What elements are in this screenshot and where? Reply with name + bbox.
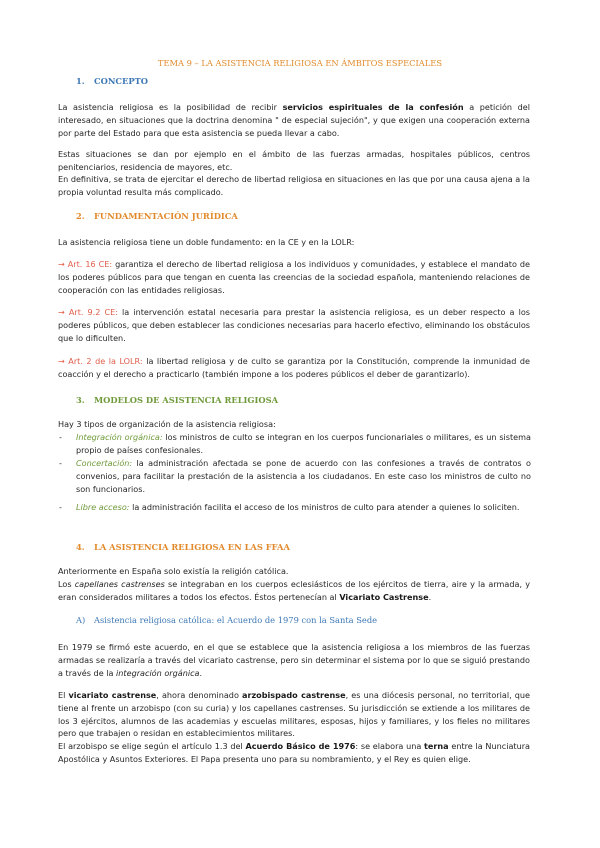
section-title: LA ASISTENCIA RELIGIOSA EN LAS FFAA: [94, 542, 290, 552]
paragraph: Hay 3 tipos de organización de la asistencia religiosa:: [58, 419, 276, 429]
section-number: 3.: [76, 395, 85, 405]
paragraph: La asistencia religiosa tiene un doble fundamento: en la CE y en la LOLR:: [58, 237, 355, 247]
text: a petición del interesado, en situaciones que la doctrina denomina " de especial sujeción", y que exigen una cooperación externa por parte del Estado para que esta asistencia se pueda llevar a cabo.: [58, 102, 531, 138]
list-term: Integración orgánica:: [76, 432, 163, 442]
text: los ministros de culto se integran en los cuerpos funcionariales o militares, es un sistema propio de países confesionales.: [76, 432, 531, 455]
bullet-dash: -: [59, 458, 62, 468]
list-item: [59, 431, 531, 457]
paragraph: [58, 689, 530, 740]
text: la libertad religiosa y de culto se garantiza por la Constitución, comprende la inmunidad de coacción y el derecho a practicarlo (también impone a los poderes públicos el deber de garantizarlo).: [58, 356, 530, 379]
legal-reference-item: [58, 355, 530, 381]
text: la intervención estatal necesaria para prestar la asistencia religiosa, es un deber respecto a los poderes públicos, que deben establecer las condiciones necesarias para hacerlo efectivo, eliminando los obstáculos que lo dificulten.: [58, 307, 530, 343]
page-title: TEMA 9 – LA ASISTENCIA RELIGIOSA EN ÁMBITOS ESPECIALES: [157, 58, 443, 68]
text: El: [58, 690, 69, 700]
text: garantiza el derecho de libertad religiosa a los individuos y comunidades, y establece el mandato de los poderes públicos para que tengan en cuenta las creencias de la sociedad española, manteniendo relaciones de cooperación con las entidades religiosas.: [58, 259, 530, 295]
paragraph: [58, 641, 530, 679]
text: .: [428, 591, 432, 602]
text: : se elabora una: [355, 741, 425, 751]
section-title: FUNDAMENTACIÓN JURÍDICA: [94, 211, 238, 221]
paragraph: [58, 578, 530, 604]
section-1-heading: [76, 76, 148, 86]
list-item: [59, 501, 531, 514]
section-2-heading: [76, 211, 238, 221]
section-4-heading: [76, 542, 290, 552]
bullet-dash: -: [59, 432, 62, 442]
text: la administración afectada se pone de acuerdo con las confesiones a través de contratos o convenios, para facilitar la prestación de la asistencia a los ciudadanos. En este caso los ministros de culto no son funcionarios.: [76, 458, 531, 494]
legal-reference: → Art. 2 de la LOLR:: [58, 356, 143, 366]
bold-text: Vicariato Castrense: [339, 591, 429, 602]
bold-text: terna: [424, 741, 449, 751]
bullet-dash: -: [59, 502, 62, 512]
paragraph: Estas situaciones se dan por ejemplo en el ámbito de las fuerzas armadas, hospitales públicos, centros penitenciarios, residencia de mayores, etc.: [58, 149, 530, 172]
section-title: MODELOS DE ASISTENCIA RELIGIOSA: [94, 395, 279, 405]
legal-reference: → Art. 9.2 CE:: [58, 307, 118, 317]
bold-text: vicariato castrense: [68, 690, 157, 700]
paragraph: [58, 740, 530, 766]
legal-reference-item: [58, 258, 530, 296]
text: , ahora denominado: [156, 690, 243, 700]
legal-reference-item: [58, 306, 530, 344]
bold-text: Acuerdo Básico de 1976: [245, 741, 356, 751]
section-3-heading: [76, 395, 278, 405]
list-item: [59, 457, 531, 495]
paragraph: [58, 101, 530, 139]
section-title: CONCEPTO: [94, 76, 148, 86]
list-term: Concertación:: [76, 458, 133, 468]
section-number: 4.: [76, 542, 85, 552]
paragraph: Anteriormente en España solo existía la religión católica.: [58, 566, 289, 576]
text: .: [199, 667, 203, 678]
text: El arzobispo se elige según el artículo 1.3 del: [58, 741, 246, 751]
subsection-title: Asistencia religiosa católica: el Acuerdo de 1979 con la Santa Sede: [94, 615, 378, 625]
paragraph: En definitiva, se trata de ejercitar el derecho de libertad religiosa en situaciones en las que por una causa ajena a la propia voluntad resulta más complicado.: [58, 174, 530, 197]
text: la administración facilita el acceso de los ministros de culto para atender a quienes lo soliciten.: [129, 502, 520, 512]
subsection-label: A): [76, 615, 86, 625]
text: Los: [58, 579, 75, 589]
bold-text: arzobispado castrense: [242, 690, 346, 700]
text: entre la Nunciatura Apostólica y Asuntos Exteriores. El Papa presenta uno para su nombramiento, y el Rey es quien elige.: [58, 741, 530, 764]
text: se integraban en los cuerpos eclesiásticos de los ejércitos de tierra, aire y la armada, y eran considerados militares a todos los efectos. Éstos pertenecían al: [58, 579, 531, 602]
subsection-a-heading: [76, 615, 377, 625]
italic-text: integración orgánica: [116, 667, 200, 678]
bold-text: servicios espirituales de la confesión: [282, 102, 464, 112]
text: La asistencia religiosa es la posibilidad de recibir: [58, 102, 283, 112]
list-term: Libre acceso:: [76, 502, 130, 512]
section-number: 2.: [76, 211, 85, 221]
section-number: 1.: [76, 76, 85, 86]
italic-text: capellanes castrenses: [74, 579, 165, 589]
text: , es una diócesis personal, no territorial, que tiene al frente un arzobispo (con su curia) y los capellanes castrenses. Su jurisdicción se extiende a los militares de los 3 ejércitos, alumnos de las academias y escuelas militares, esposas, hijos y familiares, y los fieles no militares pero que trabajen o residan en establecimientos militares.: [58, 690, 531, 739]
text: En 1979 se firmó este acuerdo, en el que se establece que la asistencia religiosa a los miembros de las fuerzas armadas se realizaría a través del vicariato castrense, pero sin determinar el sistema por lo que se siguió prestando a través de la: [58, 642, 530, 678]
legal-reference: → Art. 16 CE:: [58, 259, 113, 269]
